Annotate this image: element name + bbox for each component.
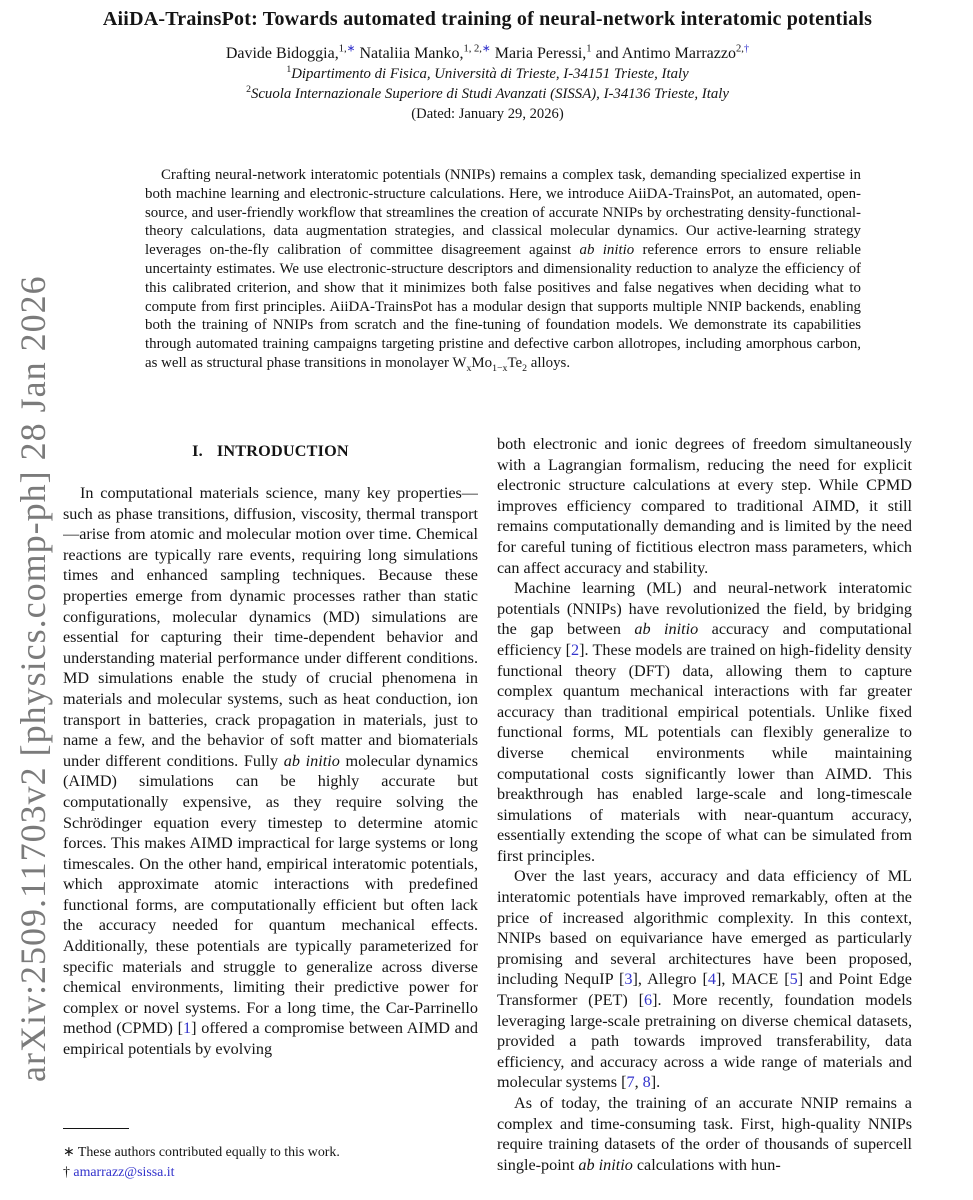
text-run: ab initio: [578, 1155, 633, 1174]
paragraph: [497, 1093, 912, 1175]
body-columns: [63, 434, 912, 1200]
text-run: †: [63, 1165, 74, 1180]
text-run: ab initio: [579, 242, 635, 259]
text-run: Maria Peressi,: [490, 45, 587, 62]
text-run: ].: [650, 1073, 661, 1092]
text-run: Davide Bidoggia,: [225, 45, 339, 62]
footnote-marker-star-link[interactable]: ∗: [481, 43, 491, 55]
text-run: As of today, the training of an accurate NNIP remains a complex and time-consuming task. First, high-quality NNIPs require training datasets of the order of thousands of supercell single-point: [497, 1094, 912, 1174]
text-run: calculations with hun-: [632, 1155, 781, 1174]
left-column: [63, 434, 478, 1124]
right-column: [497, 434, 912, 1200]
paper-header: [63, 6, 912, 123]
text-run: accuracy and computational efficiency [: [497, 620, 912, 659]
footnotes: [63, 1143, 493, 1183]
footnote-marker-star-link[interactable]: ∗: [346, 43, 356, 55]
text-run: 2,: [735, 43, 744, 55]
affiliation-2: [63, 85, 912, 103]
paper-title: AiiDA-TrainsPot: Towards automated training of neural-network interatomic potentials: [102, 8, 873, 30]
arxiv-watermark: arXiv:2509.11703v2 [physics.comp-ph] 28 Jan 2026: [13, 275, 53, 1082]
text-run: molecular dynamics (AIMD) simulations can be highly accurate but computationally expensive, as they require solving the Schrödinger equation every timestep to determine atomic forces. This makes AIMD impractical for large systems or long timescales. On the other hand, empirical interatomic potentials, which approximate atomic interactions with predefined functional forms, are computationally efficient but often lack the accuracy needed for quantum mechanical effects. Additionally, these potentials are typically parameterized for specific materials and struggle to generalize across diverse chemical environments, limiting their predictive power for complex or novel systems. For a long time, the Car-Parrinello method (CPMD) [: [63, 751, 478, 1038]
text-run: Nataliia Manko,: [355, 45, 464, 62]
text-run: Dipartimento di Fisica, Università di Trieste, I-34151 Trieste, Italy: [291, 66, 689, 82]
text-run: Mo: [471, 354, 493, 371]
text-run: ab initio: [283, 751, 340, 770]
dateline: (Dated: January 29, 2026): [411, 106, 564, 122]
text-run: 1−x: [492, 362, 508, 374]
section-title: INTRODUCTION: [216, 442, 349, 460]
text-run: ]. These models are trained on high-fidelity density functional theory (DFT) data, allowing them to capture complex quantum mechanical interactions with far greater accuracy than traditional empirical potentials. Unlike fixed functional forms, ML potentials can flexibly generalize to diverse chemical environments while maintaining computational costs significantly lower than AIMD. This breakthrough has enabled large-scale and long-timescale simulations of materials with near-quantum accuracy, essentially extending the scope of what can be simulated from first principles.: [497, 640, 912, 865]
text-run: ,: [634, 1073, 643, 1092]
text-run: In computational materials science, many key properties—such as phase transitions, diffusion, viscosity, thermal transport—arise from atomic and molecular motion over time. Chemical reactions are typically rare events, requiring long simulations times and enhanced sampling techniques. Because these properties emerge from dynamic processes rather than static configurations, molecular dynamics (MD) simulations are essential for capturing their time-dependent behavior and understanding material performance under different conditions. MD simulations enable the study of crucial phenomena in materials and molecular systems, such as heat conduction, ion transport in batteries, crack propagation in materials, just to name a few, and the behavior of soft matter and biomaterials under different conditions. Fully: [63, 484, 478, 770]
text-run: reference errors to ensure reliable uncertainty estimates. We use electronic-structure descriptors and dimensionality reduction to analyze the efficiency of this calibrated criterion, and show that it minimizes both false positives and false negatives when deciding what to compute from first principles. AiiDA-TrainsPot has a modular design that supports multiple NNIP backends, enabling both the training of NNIPs from scratch and the fine-tuning of foundation models. We demonstrate its capabilities through automated training campaigns targeting pristine and defective carbon allotropes, including amorphous carbon, as well as structural phase transitions in monolayer W: [145, 242, 861, 371]
left-column-text: [63, 483, 478, 1060]
text-run: 1, 2,: [463, 43, 482, 55]
text-run: Te: [507, 354, 523, 371]
author-line: [63, 45, 912, 63]
footnote-rule: [63, 1128, 129, 1129]
text-run: ], Allegro [: [632, 970, 708, 989]
paragraph: [497, 866, 912, 1093]
text-run: 1: [286, 64, 292, 76]
text-run: 2: [522, 362, 528, 374]
text-run: Crafting neural-network interatomic potentials (NNIPs) remains a complex task, demanding specialized expertise in both machine learning and electronic-structure calculations. Here, we introduce AiiDA-TrainsPot, an automated, open-source, and user-friendly workflow that streamlines the creation of accurate NNIPs by orchestrating density-functional-theory calculations, data augmentation strategies, and classical molecular dynamics. Our active-learning strategy leverages on-the-fly calibration of committee disagreement against: [145, 167, 861, 259]
paragraph: [63, 483, 478, 1060]
text-run: both electronic and ionic degrees of freedom simultaneously with a Lagrangian formalism, reducing the need for explicit electronic structure calculations at every step. While CPMD improves efficiency compared to traditional AIMD, it still remains computationally demanding and is limited by the need for careful tuning of fictitious electron mass parameters, which can affect accuracy and stability.: [497, 435, 912, 577]
citation-link-4[interactable]: 4: [707, 970, 717, 989]
citation-link-5[interactable]: 5: [789, 970, 798, 989]
text-run: ]. More recently, foundation models leveraging large-scale pretraining on diverse chemical datasets, provided a path towards improved transferability, data efficiency, and accuracy across a wide range of materials and molecular systems [: [497, 991, 912, 1092]
text-run: ] and Point Edge Transformer (PET) [: [497, 970, 912, 1010]
text-run: Machine learning (ML) and neural-network interatomic potentials (NNIPs) have revolutionized the field, by bridging the gap between: [497, 579, 912, 639]
footnote-equal-contribution: [63, 1143, 493, 1163]
text-run: 1,: [338, 43, 347, 55]
right-column-text: [497, 434, 912, 1175]
text-run: ] offered a compromise between AIMD and empirical potentials by evolving: [63, 1019, 478, 1059]
section-number: I.: [192, 442, 203, 460]
citation-link-1[interactable]: 1: [183, 1019, 192, 1038]
footnote-marker-dagger-link[interactable]: †: [743, 43, 750, 55]
email-link[interactable]: amarrazz@sissa.it: [73, 1165, 175, 1180]
paragraph: [497, 578, 912, 866]
text-run: ab initio: [634, 620, 699, 639]
section-heading-introduction: [63, 442, 478, 461]
text-run: ], MACE [: [716, 970, 790, 989]
text-run: ∗: [63, 1145, 78, 1160]
affiliation-1: [63, 65, 912, 83]
text-run: Scuola Internazionale Superiore di Studi Avanzati (SISSA), I-34136 Trieste, Italy: [250, 86, 729, 102]
text-run: 1: [586, 43, 592, 55]
citation-link-2[interactable]: 2: [571, 640, 580, 659]
footnote-email: [63, 1163, 493, 1183]
citation-link-6[interactable]: 6: [643, 991, 653, 1010]
text-run: x: [466, 362, 472, 374]
text-run: 2: [246, 84, 251, 96]
text-run: These authors contributed equally to this work.: [77, 1145, 340, 1160]
citation-link-7[interactable]: 7: [626, 1073, 635, 1092]
citation-link-8[interactable]: 8: [642, 1073, 651, 1092]
abstract: [145, 166, 861, 373]
paragraph: [497, 434, 912, 578]
text-run: alloys.: [527, 354, 571, 371]
citation-link-3[interactable]: 3: [624, 970, 633, 989]
text-run: Over the last years, accuracy and data efficiency of ML interatomic potentials have improved remarkably, often at the price of increased algorithmic complexity. In this context, NNIPs based on equivariance have emerged as particularly promising and several architectures have been proposed, including NequIP [: [497, 867, 912, 989]
text-run: and Antimo Marrazzo: [591, 45, 736, 62]
